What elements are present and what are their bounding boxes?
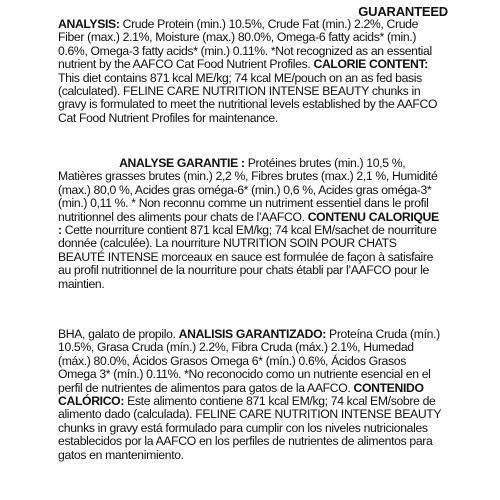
guaranteed-heading: GUARANTEED [358, 4, 448, 19]
french-calorie-text: Cette nourriture contient 871 kcal EM/kg; 74 kcal EM/sachet de nourriture donnée (calculée). La nourriture NUTRITION SOIN POUR CHATS BEAUTÉ INTENSE morceaux en sauce est formulée de façon à satisfaire au profil nutritionnel de la nourriture pour chats établi par l’AAFCO pour le maintien. [58, 223, 437, 291]
spanish-lead-text: BHA, galato de propilo. [58, 327, 179, 341]
french-analysis-paragraph [58, 157, 444, 291]
english-analysis-paragraph [58, 18, 444, 125]
french-calorie-label: CONTENU CALORIQUE : [58, 209, 439, 238]
spanish-analysis-block [58, 328, 444, 462]
spanish-analysis-paragraph [58, 328, 444, 462]
french-analysis-label: ANALYSE GARANTIE : [119, 156, 245, 170]
french-analysis-text: Protéines brutes (min.) 10,5 %, Matières grasses brutes (min.) 2,2 %, Fibres brutes (max.) 2,1 %, Humidité (max.) 80,0 %, Acides gras oméga-6* (min.) 0,6 %, Acides gras oméga-3* (min.) 0,11 %. * Non reconnu comme un nutriment essentiel dans le profil nutritionnel des aliments pour chats de l’AAFCO. [58, 156, 438, 224]
english-calorie-text: This diet contains 871 kcal ME/kg; 74 kcal ME/pouch on an as fed basis (calculated). FELINE CARE NUTRITION INTENSE BEAUTY chunks in gravy is formulated to meet the nutritional levels established by the AAFCO Cat Food Nutrient Profiles for maintenance. [58, 70, 438, 125]
french-analysis-block [58, 157, 444, 291]
english-analysis-block [58, 18, 444, 125]
spanish-calorie-label: CONTENIDO CALÓRICO: [58, 380, 424, 409]
spanish-calorie-text: Este alimento contiene 871 kcal EM/kg; 74 kcal EM/sobre de alimento dado (calculada). FELINE CARE NUTRITION INTENSE BEAUTY chunks in gravy está formulado para cumplir con los niveles nutricionales establecidos por la AAFCO en los perfiles de nutrientes de alimentos para gatos en mantenimiento. [58, 394, 441, 462]
english-analysis-text: Crude Protein (min.) 10.5%, Crude Fat (min.) 2.2%, Crude Fiber (max.) 2.1%, Moisture (max.) 80.0%, Omega-6 fatty acids* (min.) 0.6%, Omega-3 fatty acids* (min.) 0.11%. *Not recognized as an essential nutrient by the AAFCO Cat Food Nutrient Profiles. [58, 17, 432, 72]
english-calorie-label: CALORIE CONTENT: [313, 57, 428, 72]
spanish-analysis-text: Proteína Cruda (mín.) 10.5%, Grasa Cruda (mín.) 2.2%, Fibra Cruda (máx.) 2.1%, Humedad (máx.) 80.0%, Ácidos Grasos Omega 6* (mín.) 0.6%, Ácidos Grasos Omega 3* (mín.) 0.11%. *No reconocido como un nutriente esencial en el perfil de nutrientes de alimentos para gatos de la AAFCO. [58, 327, 440, 395]
english-analysis-label: ANALYSIS: [58, 17, 120, 31]
spanish-analysis-label: ANALISIS GARANTIZADO: [178, 327, 326, 341]
